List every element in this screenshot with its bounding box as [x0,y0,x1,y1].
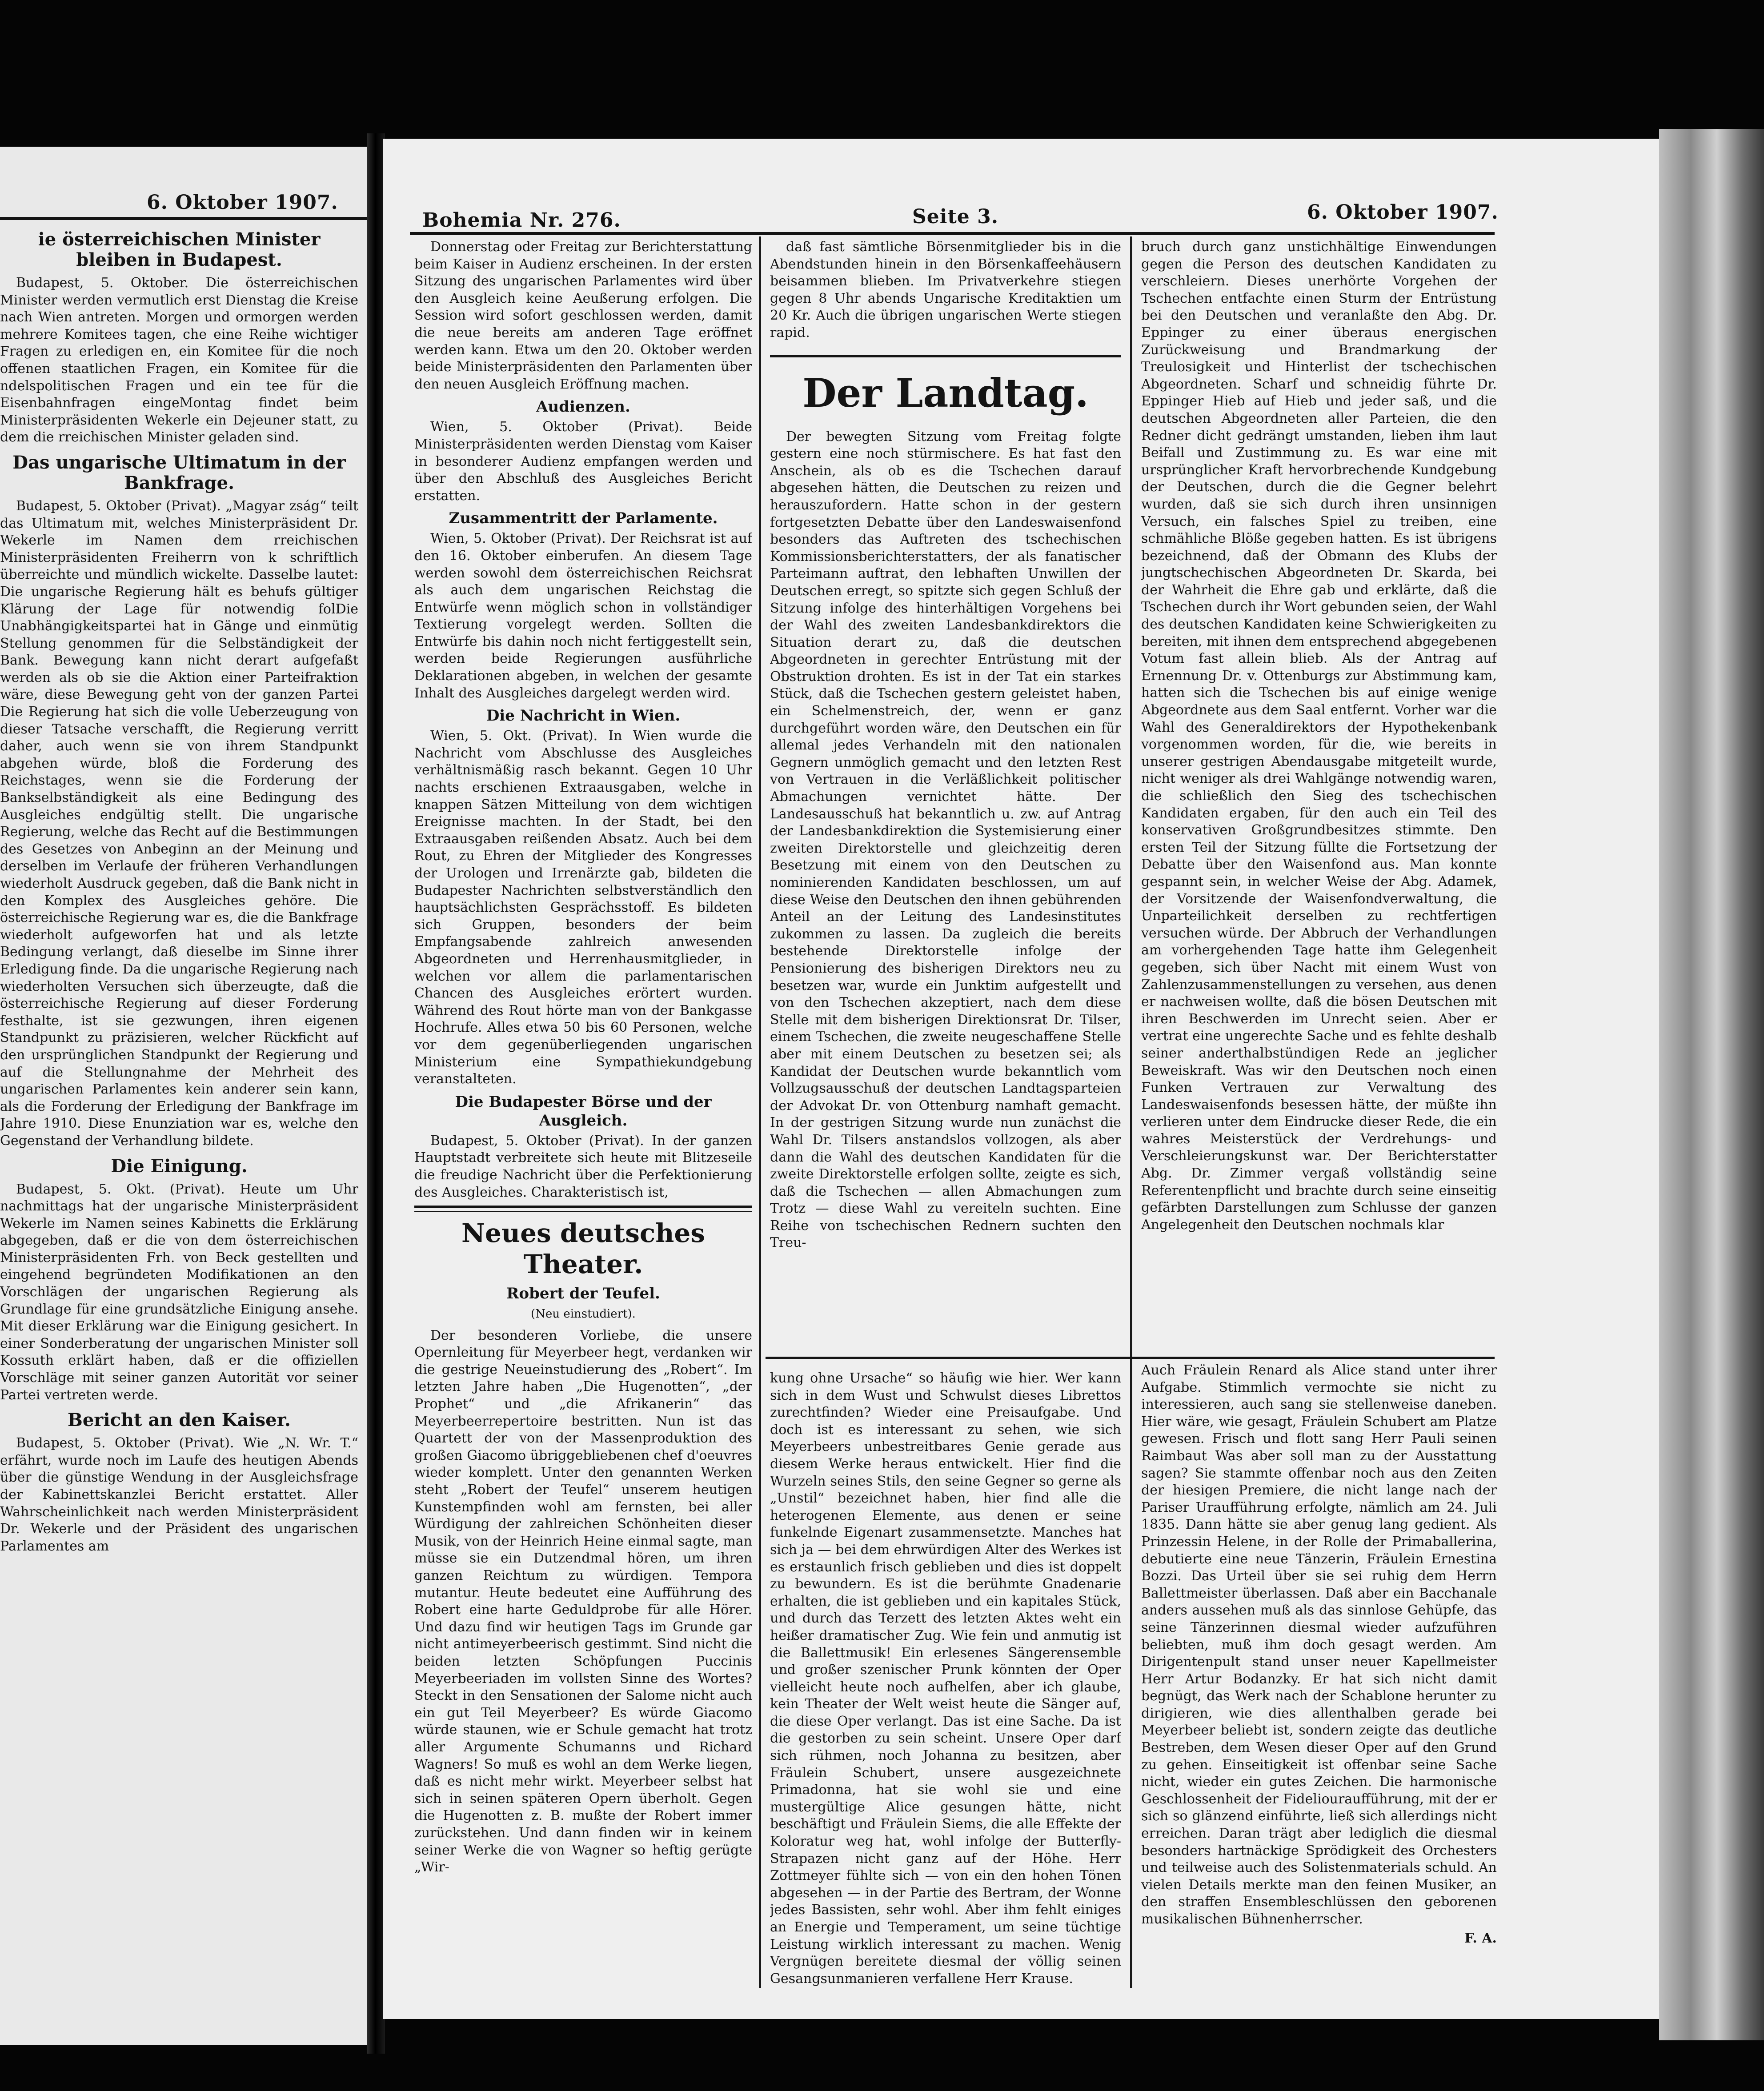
article-body: Budapest, 5. Oktober (Privat). Wie „N. Wr. T.“ erfährt, wurde noch im Laufe des heutigen Abends über die günstige Wendung in der Ausgleichsfrage der Kabinettskanzlei Bericht erstattet. Aller Wahrscheinlichkeit nach werden Ministerpräsident Dr. Wekerle und der Präsident des ungarischen Parlamentes am [0,1435,358,1554]
landtag-title: Der Landtag. [802,369,1089,416]
theater-note: (Neu einstudiert). [531,1307,636,1321]
section-body: Wien, 5. Oktober (Privat). Beide Ministerpräsidenten werden Dienstag vom Kaiser in besonderer Audienz empfangen werden und über den Abschluß des Ausgleiches Bericht erstatten. [414,419,752,504]
left-page [0,147,369,2045]
theater-subtitle: Robert der Teufel. [506,1285,660,1303]
article-body: Budapest, 5. Oktober. Die österreichischen Minister werden vermutlich erst Dienstag die Kreise nach Wien antreten. Morgen und ormorgen werden mehrere Komitees tagen, che eine Reihe wichtiger Fragen zu erledigen en, ein Komitee für die noch offenen staatlichen Fragen, ein Komitee für die ndelspolitischen Fragen und ein tee für die Eisenbahnfragen eingeMontag findet beim Ministerpräsidenten Wekerle ein Dejeuner statt, zu dem die rreichischen Minister geladen sind. [0,275,358,445]
column-1 [414,239,752,1999]
section-title: Zusammentritt der Parlamente. [449,509,718,528]
header-rule [410,232,1495,235]
column-divider [759,236,761,1988]
section-rule [770,355,1121,357]
left-column [0,227,358,2040]
column-3-lower [1141,1362,1497,2002]
left-header-date: 6. Oktober 1907. [147,191,338,214]
landtag-continuation: bruch durch ganz unstichhältige Einwendungen gegen die Person des deutschen Kandidaten zu verschleiern. Dieses unerhörte Vorgehen der Tschechen entfachte einen Sturm der Entrüstung bei den Deutschen und veranlaßte den Abg. Dr. Eppinger zu einer überaus energischen Zurückweisung und Brandmarkung der Treulosigkeit und Hinterlist der tschechischen Abgeordneten. Scharf und schneidig führte Dr. Eppinger Hieb auf Hieb und jeder saß, und die deutschen Abgeordneten aller Parteien, die den Redner dicht gedrängt umstanden, lieben ihm laut Beifall und Zustimmung zu. Es war eine mit ursprünglicher Kraft hervorbrechende Kundgebung der Deutschen, durch die die Gegner belehrt wurden, daß sie sich durch ihren unsinnigen Versuch, ein falsches Spiel zu treiben, eine schmähliche Blöße gegeben hatten. Es ist übrigens bezeichnend, daß der Obmann des Klubs der jungtschechischen Abgeordneten Dr. Skarda, bei der Wahrheit die Ehre gab und erklärte, daß die Tschechen durch ihr Wort gebunden seien, der Wahl des deutschen Kandidaten keine Schwierigkeiten zu bereiten, mit ihnen dem entsprechend abgegebenen Votum fast allein blieb. Als der Antrag auf Ernennung Dr. v. Ottenburgs zur Abstimmung kam, hatten sich die Tschechen bis auf einige wenige Abgeordnete aus dem Saal entfernt. Vorher war die Wahl des Generaldirektors der Hypothekenbank vorgenommen worden, für die, wie bereits in unserer gestrigen Abendausgabe mitgeteilt wurde, nicht weniger als drei Wahlgänge notwendig waren, die schließlich den Sieg des tschechischen Kandidaten ergaben, für den auch ein Teil des konservativen Großgrundbesitzes stimmte. Den ersten Teil der Sitzung füllte die Fortsetzung der Debatte über den Waisenfond aus. Man konnte gespannt sein, in welcher Weise der Abg. Adamek, der Vorsitzende der Waisenfondverwaltung, die Unparteilichkeit derselben zu rechtfertigen versuchen würde. Der Abbruch der Verhandlungen am vorhergehenden Tage hatte ihm Gelegenheit gegeben, sich über Nacht mit einem Wust von Zahlenzusammenstellungen zu versehen, aus denen er nachweisen wollte, daß die bösen Deutschen mit ihren Beschwerden im Unrecht seien. Aber er vertrat eine ungerechte Sache und es fehlte deshalb seiner anderthalbstündigen Rede an jeglicher Beweiskraft. Was wir den Deutschen noch einen Funken Vertrauen zur Verwaltung des Landeswaisenfonds besessen hätte, der müßte ihn verlieren unter dem Eindrucke dieser Rede, die ein wahres Meisterstück der Verdrehungs- und Verschleierungskunst war. Der Berichterstatter Abg. Dr. Zimmer vergaß vollständig seine Referentenpflicht und brachte durch seine einseitig gefärbten Darstellungen zum Schlusse der ganzen Angelegenheit den Deutschen nochmals klar [1141,239,1497,1233]
header-date: 6. Oktober 1907. [1307,201,1499,224]
article-title: Bericht an den Kaiser. [68,1410,291,1431]
section-title: Audienzen. [536,398,630,416]
article-body: Budapest, 5. Okt. (Privat). Heute um Uhr nachmittags hat der ungarische Ministerpräsident Wekerle im Namen seines Kabinetts die Erklärung abgegeben, daß er die von dem österreichischen Ministerpräsidenten Frh. von Beck gestellten und eingehend begründeten Modifikationen an den Vorschlägen der ungarischen Regierung als Grundlage für eine grundsätzliche Einigung ansehe. Mit dieser Erklärung war die Einigung gesichert. In einer Sonderberatung der ungarischen Minister soll Kossuth erklärt haben, daß er die offiziellen Vorschläge mit seiner ganzen Autorität vor seiner Partei vertreten werde. [0,1181,358,1403]
book-gutter [367,133,385,2054]
section-body: Wien, 5. Okt. (Privat). In Wien wurde die Nachricht vom Abschlusse des Ausgleiches verhältnismäßig rasch bekannt. Gegen 10 Uhr nachts erschienen Extraausgaben, welche in knappen Sätzen Mitteilung von dem wichtigen Ereignisse machten. In der Stadt, bei den Extraausgaben reißenden Absatz. Auch bei dem Rout, zu Ehren der Mitglieder des Kongresses der Urologen und Irrenärzte gab, bildeten die Budapester Nachrichten selbstverständlich den hauptsächlichsten Gesprächsstoff. Es bildeten sich Gruppen, besonders der beim Empfangsabende zahlreich anwesenden Abgeordneten und Herrenhausmitglieder, in welchen vor allem die parlamentarischen Chancen des Ausgleiches erörtert wurden. Während des Rout hörte man von der Bankgasse Hochrufe. Alles etwa 50 bis 60 Personen, welche vor dem gegenüberliegenden ungarischen Ministerium eine Sympathiekundgebung veranstalteten. [414,728,752,1087]
theater-body: Der besonderen Vorliebe, die unsere Opernleitung für Meyerbeer hegt, verdanken wir die gestrige Neueinstudierung des „Robert“. Im letzten Jahre haben „Die Hugenotten“, „der Prophet“ und „die Afrikanerin“ das Meyerbeerrepertoire bestritten. Nun ist das Quartett der von der Massenproduktion des großen Giacomo übriggebliebenen chef d'oeuvres wieder komplett. Unter den genannten Werken steht „Robert der Teufel“ unserem heutigen Kunstempfinden wohl am fernsten, bei aller Würdigung der zahlreichen Schönheiten dieser Musik, von der Heinrich Heine einmal sagte, man müsse sie ein Dutzendmal hören, um ihren ganzen Reichtum zu würdigen. Tempora mutantur. Heute bedeutet eine Aufführung des Robert eine harte Geduldprobe für alle Hörer. Und dazu find wir heutigen Tags im Grunde gar nicht antimeyerbeerisch gestimmt. Sind nicht die beiden letzten Schöpfungen Puccinis Meyerbeeriaden im vollsten Sinne des Wortes? Steckt in den Sensationen der Salome nicht auch ein gut Teil Meyerbeer? Es würde Giacomo würde staunen, wie er Schule gemacht hat trotz aller Argumente Schumanns und Richard Wagners! So muß es wohl an dem Werke liegen, daß es nicht mehr wirkt. Meyerbeer selbst hat sich in seinen späteren Opern überholt. Gegen die Hugenotten z. B. mußte der Robert immer zurückstehen. Und dann finden wir in keinem seiner Werke die von Wagner so heftig gerügte „Wir- [414,1327,752,1875]
theater-title: Neues deutsches Theater. [461,1218,705,1280]
section-body: Budapest, 5. Oktober (Privat). In der ganzen Hauptstadt verbreitete sich heute mit Blitzeseile die freudige Nachricht über die Perfektionierung des Ausgleiches. Charakteristisch ist, [414,1133,752,1200]
landtag-body: Der bewegten Sitzung vom Freitag folgte gestern eine noch stürmischere. Es hat fast den Anschein, als ob es die Tschechen darauf abgesehen hätten, die Deutschen zu reizen und herauszufordern. Hatte schon in der gestern fortgesetzten Debatte über den Landeswaisenfond besonders das Auftreten des tschechischen Kommissionsberichterstatters, der als fanatischer Parteimann auftrat, den lebhaften Unwillen der Deutschen erregt, so spitzte sich gegen Schluß der Sitzung infolge des hinterhältigen Vorgehens bei der Wahl des zweiten Landesbankdirektors die Situation derart zu, daß die deutschen Abgeordneten in gerechter Entrüstung mit der Obstruktion drohten. Es ist in der Tat ein starkes Stück, daß die Tschechen gestern geleistet haben, ein Schelmenstreich, der, wenn er ganz durchgeführt worden wäre, den Deutschen ein für allemal jedes Verhandeln mit den nationalen Gegnern unmöglich gemacht und den letzten Rest von Vertrauen in die Verläßlichkeit politischer Abmachungen vernichtet hätte. Der Landesausschuß hat bekanntlich u. zw. auf Antrag der Landesbankdirektion die Systemisierung einer zweiten Direktorstelle und gleichzeitig deren Besetzung mit einem von den Deutschen zu nominierenden Kandidaten beschlossen, um auf diese Weise den Deutschen den ihnen gebührenden Anteil an der Leitung des Landesinstitutes zukommen zu lassen. Da zugleich die bereits bestehende Direktorstelle infolge der Pensionierung des bisherigen Direktors neu zu besetzen war, wurde ein Junktim aufgestellt und von den Tschechen akzeptiert, nach dem diese Stelle mit dem bisherigen Direktionsrat Dr. Tilser, einem Tschechen, die zweite neugeschaffene Stelle aber mit einem Deutschen zu besetzen sei; als Kandidat der Deutschen wurde bekanntlich vom Vollzugsausschuß der deutschen Landtagsparteien der Advokat Dr. von Ottenburg namhaft gemacht. In der gestrigen Sitzung wurde nun zunächst die Wahl Dr. Tilsers anstandslos vollzogen, als aber dann die Wahl des deutschen Kandidaten für die zweite Direktorstelle erfolgen sollte, zeigte es sich, daß die Tschechen — allen Abmachungen zum Trotz — diese Wahl zu vereiteln suchten. Eine Reihe von tschechischen Rednern suchten den Treu- [770,429,1121,1251]
article-title: Das ungarische Ultimatum in der Bankfrage. [12,452,346,493]
theater-continuation: Auch Fräulein Renard als Alice stand unter ihrer Aufgabe. Stimmlich vermochte sie nicht zu interessieren, auch sang sie stellenweise daneben. Hier wäre, wie gesagt, Fräulein Schubert am Platze gewesen. Frisch und flott sang Herr Pauli seinen Raimbaut Was aber soll man zu der Ausstattung sagen? Sie stammte offenbar noch aus den Zeiten der hiesigen Premiere, die nicht lange nach der Pariser Uraufführung erfolgte, nämlich am 24. Juli 1835. Dann hätte sie aber genug lang gedient. Als Prinzessin Helene, in der Rolle der Primaballerina, debutierte eine neue Tänzerin, Fräulein Ernestina Bozzi. Das Urteil über sie sei ruhig dem Herrn Ballettmeister überlassen. Daß aber ein Bacchanale anders aussehen muß als das sinnlose Gehüpfe, das seine Tänzerinnen diesmal wieder aufzuführen beliebten, muß ihm doch gesagt werden. Am Dirigentenpult stand unser neuer Kapellmeister Herr Artur Bodanzky. Er hat sich nicht damit begnügt, das Werk nach der Schablone herunter zu dirigieren, wie dies allenthalben gerade bei Meyerbeer beliebt ist, sondern zeigte das deutliche Bestreben, dem Wesen dieser Oper auf den Grund zu gehen. Einseitigkeit ist offenbar seine Sache nicht, wieder ein gutes Zeichen. Die harmonische Geschlossenheit der Fideliouraufführung, mit der er sich so glänzend einführte, ließ sich allerdings nicht erreichen. Daran trägt aber lediglich die diesmal besonders hartnäckige Sprödigkeit des Orchesters und teilweise auch des Solistenmaterials schuld. An vielen Details merkte man den feinen Musiker, an den straffen Ensembleschlüssen den geborenen musikalischen Bühnenherrscher. [1141,1362,1497,1927]
author-signature: F. A. [1464,1930,1497,1946]
article-body: Budapest, 5. Oktober (Privat). „Magyar zság“ teilt das Ultimatum mit, welches Ministerpräsident Dr. Wekerle im Namen dem rreichischen Ministerpräsidenten Freiherrn von k schriftlich überreichte und mündlich wickelte. Dasselbe lautet: Die ungarische Regierung hält es behufs gültiger Klärung der Lage für notwendig folDie Unabhängigkeitspartei hat in Gänge und einmütig Stellung genommen für die Selbständigkeit der Bank. Bewegung kann nicht derart aufgefaßt werden als ob sie die Aktion einer Parteifraktion wäre, diese Bewegung geht von der ganzen Partei Die Regierung hat sich die volle Ueberzeugung von dieser Tatsache verschafft, die Regierung verritt daher, auch wenn sie von ihrem Standpunkt abgehen würde, bloß die Forderung des Reichstages, wenn sie die Forderung der Bankselbständigkeit als eine Bedingung des Ausgleiches endgültig stellt. Die ungarische Regierung, welche das Recht auf die Bestimmungen des Gesetzes von Anbeginn an der Meinung und derselben im Verlaufe der früheren Verhandlungen wiederholt Ausdruck gegeben, daß die Bank nicht in den Komplex des Ausgleiches gehöre. Die österreichische Regierung war es, die die Bankfrage wiederholt aufgeworfen hat und als letzte Bedingung verlangt, daß dieselbe im Sinne ihrer Erledigung finde. Da die ungarische Regierung nach wiederholten Versuchen sich überzeugte, daß die österreichische Regierung auf dieser Forderung festhalte, ist sie gezwungen, ihren eigenen Standpunkt zu präzisieren, welcher Rückficht auf den ursprünglichen Standpunkt der Regierung und auf die Stellungnahme der Mehrheit des ungarischen Parlamentes kein anderer sein kann, als die Forderung der Erledigung der Bankfrage im Jahre 1910. Diese Enunziation war es, welche den Gegenstand der Verhandlung bildete. [0,498,358,1149]
article-title: ie österreichischen Minister bleiben in Budapest. [38,229,321,270]
header-page-number: Seite 3. [912,205,999,228]
right-page [383,139,1659,2019]
column-2-upper [770,239,1121,1363]
section-body: Wien, 5. Oktober (Privat). Der Reichsrat ist auf den 16. Oktober einberufen. An diesem Tage werden sowohl dem österreichischen Reichsrat als auch dem ungarischen Reichstag die Entwürfe wenn möglich schon in vollständiger Textierung vorgelegt werden. Sollten die Entwürfe bis dahin noch nicht fertiggestellt sein, werden beide Regierungen ausführliche Deklarationen abgeben, in welchen der gesamte Inhalt des Ausgleiches dargelegt werden wird. [414,531,752,701]
book-edge [1659,129,1764,2040]
header-paper: Bohemia Nr. 276. [422,209,621,232]
column-divider [1130,236,1132,1988]
article-body: Donnerstag oder Freitag zur Berichterstattung beim Kaiser in Audienz erscheinen. In der ersten Sitzung des ungarischen Parlamentes wird über den Ausgleich keine Aeußerung erfolgen. Die Session wird sofort geschlossen werden, damit die neue bereits am anderen Tage eröffnet werden kann. Etwa um den 20. Oktober werden beide Ministerpräsidenten den Parlamenten über den neuen Ausgleich Eröffnung machen. [414,239,752,392]
section-title: Die Budapester Börse und der Ausgleich. [455,1093,712,1130]
article-title: Die Einigung. [111,1155,248,1177]
feuilleton-rule [414,1206,752,1212]
feuilleton-divider [766,1357,1495,1359]
theater-continuation: kung ohne Ursache“ so häufig wie hier. Wer kann sich in dem Wust und Schwulst dieses Librettos zurechtfinden? Wieder eine Preisaufgabe. Und doch ist es interessant zu sehen, wie sich Meyerbeers unbestreitbares Genie gerade aus diesem Werke heraus entwickelt. Hier find die Wurzeln seines Stils, den seine Gegner so gerne als „Unstil“ bezeichnet haben, hier find alle die heterogenen Elemente, aus denen er seine funkelnde Eigenart zusammensetzte. Manches hat sich ja — bei dem ehrwürdigen Alter des Werkes ist es erstaunlich frisch geblieben und dies ist doppelt zu bewundern. Es ist die berühmte Gnadenarie erhalten, die ist geblieben und ein kapitales Stück, und durch das Terzett des letzten Aktes weht ein heißer dramatischer Zug. Wie fein und anmutig ist die Ballettmusik! Ein erlesenes Sängerensemble und großer szenischer Prunk könnten der Oper vielleicht heute noch aufhelfen, aber ich glaube, kein Theater der Welt weist heute die Sänger auf, die diese Oper verlangt. Das ist eine Sache. Da ist die gestorben zu sein scheint. Unsere Oper darf sich rühmen, noch Johanna zu besitzen, aber Fräulein Schubert, unsere ausgezeichnete Primadonna, hat sie wohl sie und eine mustergültige Alice gesungen hätte, nicht beschäftigt und Fräulein Siems, die alle Effekte der Koloratur weg hat, wohl infolge der Butterfly-Strapazen nicht ganz auf der Höhe. Herr Zottmeyer fühlte sich — von ein den hohen Tönen abgesehen — in der Partie des Bertram, der Wonne jedes Bassisten, sehr wohl. Aber ihm fehlt einiges an Energie und Temperament, um seine tüchtige Leistung wirklich interessant zu machen. Wenig Vergnügen bereitete diesmal der völlig seinen Gesangsunmanieren verfallene Herr Krause. [770,1370,1121,1987]
column-3-upper [1141,239,1497,1346]
left-header-rule [0,217,369,220]
column-2-lower [770,1370,1121,2001]
article-body: daß fast sämtliche Börsenmitglieder bis in die Abendstunden hinein in den Börsenkaffeehäusern beisammen blieben. Im Privatverkehre stiegen gegen 8 Uhr abends Ungarische Kreditaktien um 20 Kr. Auch die übrigen ungarischen Werte stiegen rapid. [770,239,1121,340]
section-title: Die Nachricht in Wien. [486,707,681,725]
